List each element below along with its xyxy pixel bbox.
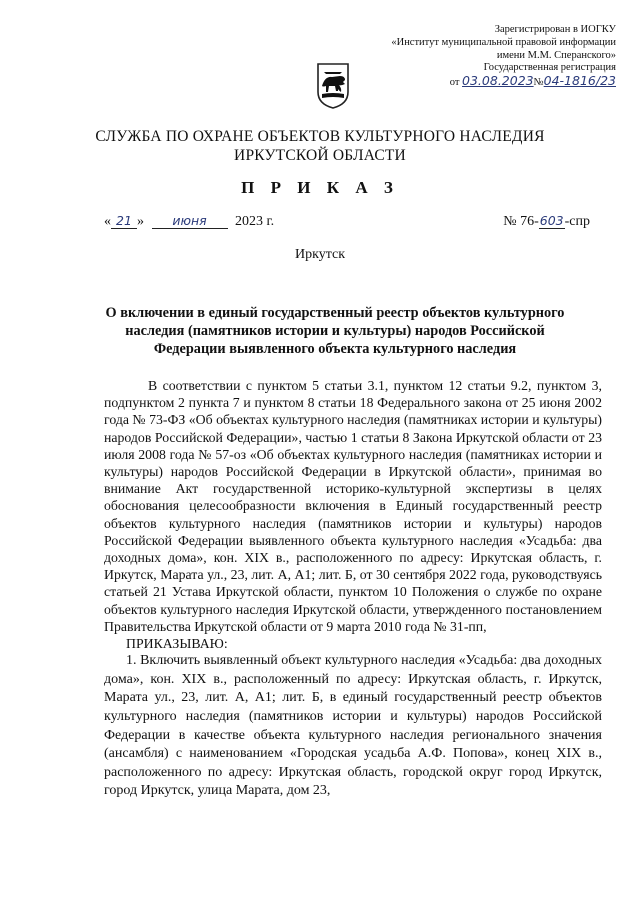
stamp-registration-line: [356, 75, 616, 90]
stamp-reg-number: 04-1816/23: [543, 73, 616, 89]
stamp-line-4: Государственная регистрация: [483, 62, 616, 74]
stamp-date-prefix: от: [449, 77, 460, 89]
order-body: [104, 377, 602, 801]
org-line-1: СЛУЖБА ПО ОХРАНЕ ОБЪЕКТОВ КУЛЬТУРНОГО НАСЛЕДИЯ: [95, 128, 545, 145]
date-quote-close: »: [137, 214, 144, 229]
order-date: [104, 213, 274, 230]
document-type: П Р И К А З: [241, 178, 399, 197]
organization-name: [0, 127, 640, 165]
date-year: 2023 г.: [235, 214, 275, 229]
order-item-1: 1. Включить выявленный объект культурного наследия «Усадьба: два доходных дома», кон. XIX в., расположенный по адресу: Иркутская область, г. Иркутск, Марата ул., 23, лит. А, А1; лит. Б, в единый государственный реестр объектов культурного наследия (памятников истории и культуры) народов Российской Федерации в качестве объекта культурного наследия регионального значения (ансамбля) с наименованием «Городская усадьба А.Ф. Попова», конец XIX в., расположенного по адресу: Иркутская область, городской округ город Иркутск, город Иркутск, улица Марата, дом 23,: [104, 653, 602, 799]
order-number-suffix: -спр: [564, 214, 590, 229]
stamp-line-1: Зарегистрирован в ИОГКУ: [494, 24, 616, 35]
order-word: ПРИКАЗЫВАЮ:: [126, 636, 228, 652]
date-day: 21: [111, 213, 137, 229]
stamp-num-prefix: №: [533, 77, 544, 89]
stamp-reg-date: 03.08.2023: [462, 73, 534, 89]
order-number-prefix: № 76-: [503, 214, 539, 229]
org-line-2: ИРКУТСКОЙ ОБЛАСТИ: [234, 147, 406, 164]
irkutsk-coat-of-arms-icon: [316, 62, 350, 110]
date-quote-open: «: [104, 214, 111, 229]
order-subject: О включении в единый государственный реестр объектов культурного наследия (памятников истории и культуры) народов Российской Федерации выявленного объекта культурного наследия: [105, 305, 565, 357]
order-number: [503, 213, 590, 230]
order-number-handwritten: 603: [539, 213, 564, 228]
registration-stamp: [356, 24, 616, 90]
city: Иркутск: [294, 247, 346, 262]
stamp-line-3: имени М.М. Сперанского»: [496, 49, 616, 61]
date-month: июня: [152, 213, 228, 229]
preamble-paragraph: В соответствии с пунктом 5 статьи 3.1, пунктом 12 статьи 9.2, пунктом 3, подпунктом 2 пункта 7 и пунктом 8 статьи 18 Федерального закона от 25 июня 2002 года № 73-ФЗ «Об объектах культурного наследия (памятниках истории и культуры) народов Российской Федерации», частью 1 статьи 8 Закона Иркутской области от 23 июля 2008 года № 57-оз «Об объектах культурного наследия (памятниках истории и культуры) народов Российской Федерации в Иркутской области», принимая во внимание Акт государственной историко-культурной экспертизы в целях обоснования целесообразности включения в Единый государственный реестр объектов культурного наследия (памятников истории и культуры) народов Российской Федерации выявленного объекта культурного наследия «Усадьба: два доходных дома», кон. XIX в., расположенного по адресу: Иркутская область, г. Иркутск, Марата ул., 23, лит. А, А1; лит. Б, от 30 сентября 2022 года, руководствуясь статьей 21 Устава Иркутской области, пунктом 10 Положения о службе по охране объектов культурного наследия Иркутской области, утвержденного постановлением Правительства Иркутской области от 9 марта 2010 года № 31-пп,: [104, 378, 602, 634]
stamp-line-2: «Институт муниципальной правовой информации: [391, 36, 616, 48]
